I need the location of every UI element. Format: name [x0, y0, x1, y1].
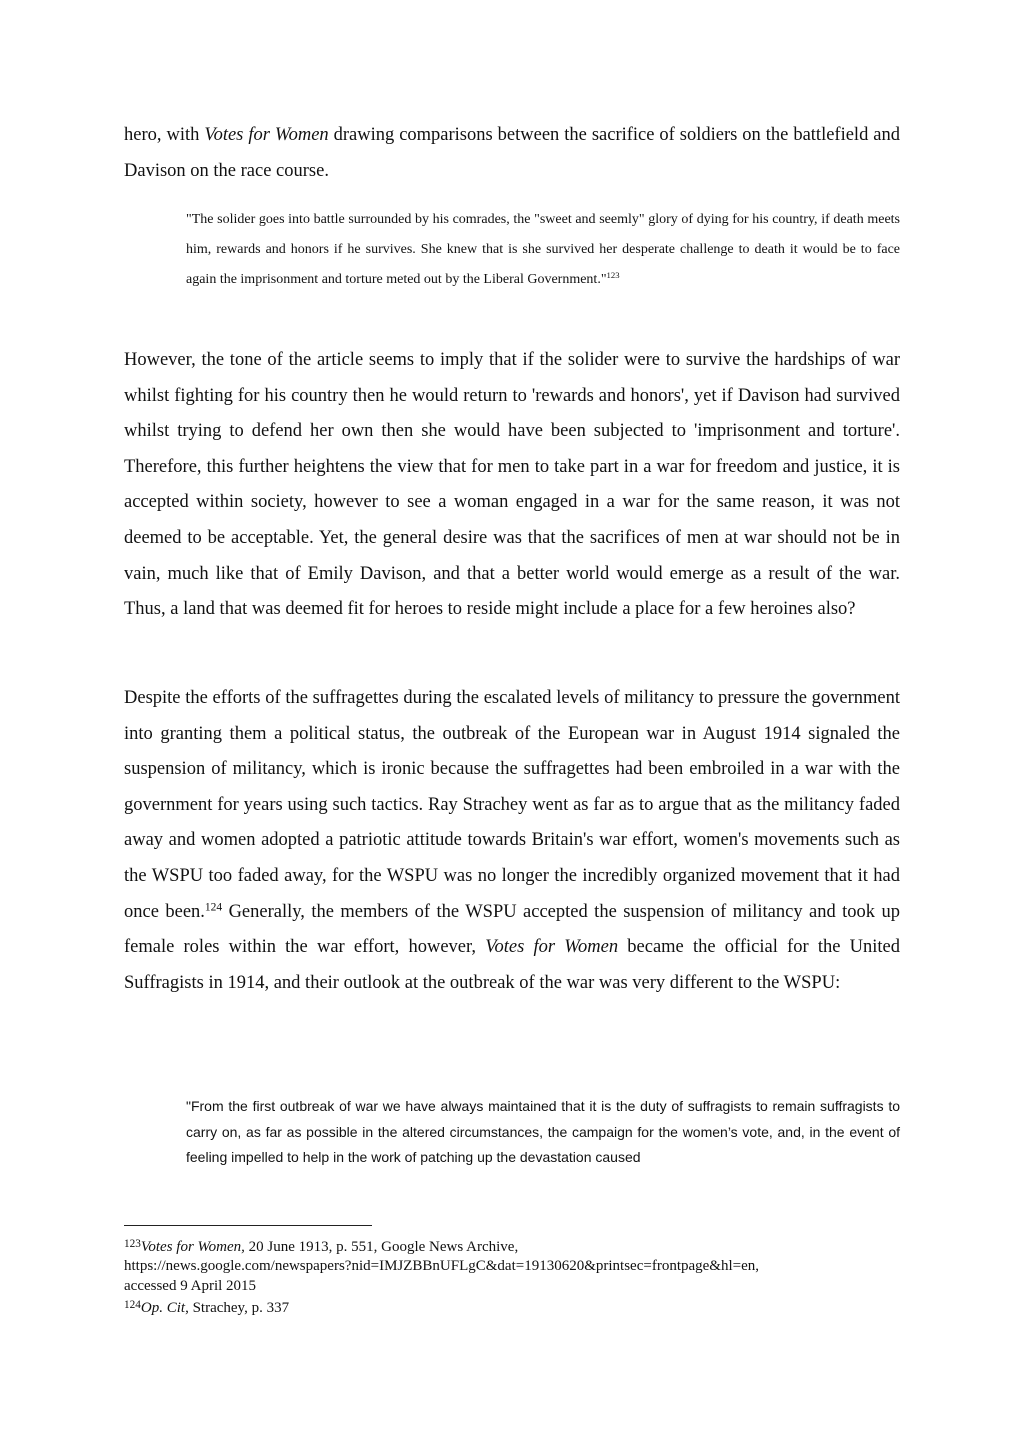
body-paragraph-1	[124, 118, 900, 189]
footnote-title: Op. Cit	[140, 1300, 186, 1317]
block-quote-1	[186, 205, 900, 295]
footnote-number: 124	[124, 1299, 141, 1312]
footnotes	[124, 1235, 904, 1319]
paragraph-1-text-start: hero, with	[124, 125, 205, 145]
block-quote-2	[186, 1094, 900, 1171]
footnote-ref-123[interactable]: 123	[606, 270, 620, 281]
body-paragraph-2	[124, 343, 900, 628]
footnote-ref-124[interactable]: 124	[204, 901, 223, 914]
footnote-title: Votes for Women,	[140, 1238, 245, 1255]
body-paragraph-3	[124, 681, 900, 1001]
publication-title: Votes for Women	[485, 937, 619, 958]
publication-title: Votes for Women	[204, 125, 329, 145]
footnote-text: , Strachey, p. 337	[185, 1300, 290, 1317]
footnote-link[interactable]: https://news.google.com/newspapers?nid=IMJZBBnUFLgC&dat=19130620&printsec=frontpage&hl=en,	[124, 1258, 760, 1275]
footnote-separator	[124, 1225, 372, 1226]
paragraph-3-text-end: became the official for the United Suffragists in 1914, and their outlook at the outbreak of the war was very different to the WSPU:	[124, 937, 900, 993]
footnote-124	[124, 1296, 904, 1318]
footnote-text: 20 June 1913, p. 551, Google News Archive,	[244, 1238, 519, 1255]
block-quote-1-text: "The solider goes into battle surrounded by his comrades, the "sweet and seemly" glory of dying for his country, if death meets him, rewards and honors if he survives. She knew that is she survived her desperate challenge to death it would be to face again the imprisonment and torture meted out by the Liberal Government."	[186, 212, 900, 287]
footnote-123-url[interactable]	[124, 1257, 904, 1277]
block-quote-2-text: "From the first outbreak of war we have always maintained that it is the duty of suffragists to remain suffragists to carry on, as far as possible in the altered circumstances, the campaign for the women’s vote, and, in the event of feeling impelled to help in the work of patching up the devastation caused	[186, 1098, 900, 1165]
paragraph-2-text: However, the tone of the article seems to imply that if the solider were to survive the hardships of war whilst fighting for his country then he would return to 'rewards and honors', yet if Davison had survived whilst trying to defend her own then she would have been subjected to 'imprisonment and torture'. Therefore, this further heightens the view that for men to take part in a war for freedom and justice, it is accepted within society, however to see a woman engaged in a war for the same reason, it was not deemed to be acceptable. Yet, the general desire was that the sacrifices of men at war should not be in vain, much like that of Emily Davison, and that a better world would emerge as a result of the war. Thus, a land that was deemed fit for heroes to reside might include a place for a few heroines also?	[124, 350, 900, 620]
footnote-123	[124, 1235, 904, 1257]
footnote-123-accessed	[124, 1277, 904, 1297]
paragraph-1-text-end: drawing comparisons between the sacrifice of soldiers on the battlefield and Davison on the race course.	[124, 125, 900, 181]
footnote-number: 123	[124, 1238, 141, 1250]
paragraph-3-text-middle: Generally, the members of the WSPU accepted the suspension of militancy and took up female roles within the war effort, however,	[124, 901, 900, 958]
paragraph-3-text-start: Despite the efforts of the suffragettes during the escalated levels of militancy to pressure the government into granting them a political status, the outbreak of the European war in August 1914 signaled the suspension of militancy, which is ironic because the suffragettes had been embroiled in a war with the government for years using such tactics. Ray Strachey went as far as to argue that as the militancy faded away and women adopted a patriotic attitude towards Britain's war effort, women's movements such as the WSPU too faded away, for the WSPU was no longer the incredibly organized movement that it had once been.	[124, 688, 900, 922]
footnote-text: accessed 9 April 2015	[124, 1277, 257, 1294]
